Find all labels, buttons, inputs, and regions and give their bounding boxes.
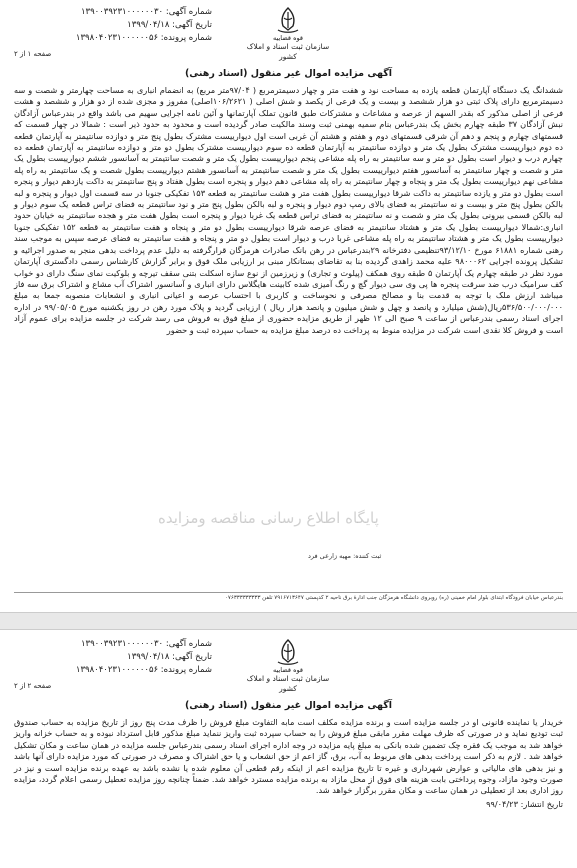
- document-page-1: [8, 4, 569, 604]
- page-number: صفحه ۱ از ۲: [14, 50, 52, 58]
- registrar-signature: ثبت کننده: مهیه زارعی فرد: [308, 552, 382, 560]
- notice-body: ششدانگ یک دستگاه آپارتمان قطعه یازده به مساحت نود و هفت متر و چهار دسیمترمربع ( ۹۷/۰۴متر مربع) به انضمام انباری به مساحت چهارمتر و شصت و سه دسیمترمربع دارای پلاک ثبتی دو هزار ششصد و بیست و یک فرعی از یکصد و شش اصلی ( ۱۰۶/۲۶۲۱اصلی) مفروز و مجزی شده از دو هزار و ششصد و هشت فرعی از اصلی مذکور که بقدر السهم از عرصه و مشاعات و مشترکات طبق قانون تملک آپارتمانها و آئین نامه اجرایی سهیم می باشد واقع در بندرعباس آزادگان نبش آزادگان ۳۷ طبقه چهارم بخش یک بندرعباس بنام سمیه بهمنی ثبت وسند مالکیت صادر گردیده است و محدود به حدود ذیر است : شمالا در چهار قسمت که قسمتهای چهارم و پنجم و دهم آن شرقی قسمتهای دوم و هفتم و هشتم آن غربی است اول دیوارییست مشترک بطول پنج متر و دوازده سانتیمتر به آپارتمان قطعه ده دوم دیوارییست مشترک بطول یک متر و دوازده سانتیمتر به آپارتمان قطعه ده سوم دیوارییست مشترک بطول دو متر و دوازده سانتیمتر به آپارتمان قطعه ده چهارم درب و دیوار است بطول دو متر و سه سانتیمتر به راه پله مشاعی پنجم دیوارییست بطول یک متر و شصت سانتیمتر به آسانسور ششم دیوارییست بطول یک متر و شصت و چهار سانتیمتر به آسانسور هفتم دیوارییست بطول یک متر و شصت سانتیمتر به آسانسور هشتم دیوارییست بطول شصت و یک سانتیمتر به راه پله مشاعی نهم دیوارییست بطول یک متر و پنجاه و چهار سانتیمتر به راه پله مشاعی دهم دیوار و پنجره است بطول هفتاد و پنج سانتیمتر به داکت یازدهم دیوار و پنجره است بطول دو متر و یازده سانتیمتر به داکت شرقا دیوارییست بطول هفت متر و هشت سانتیمتر به قطعه ۱۵۳ تفکیکی جنوبا در سه قسمت اول دیوار و پنجره و لبه بالکن بطول پنج متر و بیست و نه سانتیمتر به فضای بالای رمپ دوم دیوار و پنجره و لبه بالکن بطول پنج متر و نود سانتیمتر به فضای تراس قطعه یک سوم دیوار و لبه بالکن قسمی بیرونی بطول یک متر و شصت و نه سانتیمتر به فضای تراس قطعه یک غربا دیوار و پنجره است بطول هفت متر و هجده سانتیمتر به خیابان حدود انباری:شمالا دیوارییست بطول یک متر و هشتاد سانتیمتر به فضای عرصه شرقا دیوارییست بطول دو متر و پنجاه و هفت سانتیمتر به قطعه ۱۵۲ تفکیکی جنوبا دیوارییست بطول یک متر و هشتاد سانتیمتر به راه پله مشاعی غربا درب و دیوار است بطول دو متر و پنجاه و هفت سانتیمتر به فضای عرصه سپس به موجب سند رهنی شماره ۶۱۸۸۱ مورخ ۹۳/۱۲/۱۰تنظیمی دفترخانه ۲۹بندرعباس در رهن بانک صادرات هرمزگان قرارگرفته به دلیل عدم پرداخت بدهی منجر به صدور اجرائیه و تشکیل پرونده اجرایی ۹۸۰۰۰۶۲ علیه محمد زاهدی گردیده بنا به تقاضای بستانکار مبنی بر ارزیابی ملک فوق و برابر گزارش کارشناس رسمی دادگستری آپارتمان مورد نظر در طبقه چهارم یک آپارتمان ۵ طبقه روی همکف (پیلوت و تجاری) و زیرزمین از نوع سازه اسکلت بتنی سقف تیرچه و بلوکیت نمای سنگ دارای دو خواب کف سرامیک درب ضد سرقت پنجره ها پی وی سی دیوار گچ و رنگ آمیزی شده کابینت هایگلاس دارای انباری و آسانسور اشتراک آب مشاع و اشتراک برق سه فاز میباشد ارزش ملک با توجه به قدمت بنا و مصالح مصرفی و نحوساخت و کاربری با احتساب عرصه و اعیانی انباری و انشعابات منصوبه جمعا به مبلغ ۵۳۶/۵۰۰/۰۰۰/۰۰۰ریال(شش میلیارد و پانصد و چهل و شش میلیون و پانصد هزار ریال ) ارزیابی گردید و پلاک مورد رهن در روز یکشنبه مورخ ۹۹/۰۵/۰۵ در اداره اجرای اسناد رسمی بندرعباس از ساعت ۹ صبح الی ۱۲ ظهر از طریق مزایده حضوری از مبلغ فوق به فروش می رسد شرکت در جلسه مزایده برای عموم آزاد است و فروش کلا نقدی است شرکت در مزایده منوط به پرداخت ده درصد مبلغ مزایده به حساب سپرده ثبت و حضور: [14, 85, 564, 335]
- page-separator: [0, 612, 577, 630]
- ad-number: شماره آگهی: ۱۳۹۰۰۳۹۲۳۱۰۰۰۰۰۰۳۰: [80, 639, 212, 649]
- judiciary-logo: [238, 6, 338, 62]
- page-header: [8, 4, 569, 64]
- notice-body: خریدار یا نماینده قانونی او در جلسه مزایده است و برنده مزایده مکلف است مابه التفاوت مبلغ فروش را ظرف مدت پنج روز از تاریخ مزایده به حساب صندوق ثبت تودیع نماید و در صورتی که ظرف مهلت مقرر مابقی مبلغ فروش را به حساب سپرده ثبت واریز ننماید مبلغ مذکور قابل استرداد نبوده و به حساب خزانه واریز خواهد شد به موجب یک فقره چک تضمین شده بانکی به مبلغ پایه مزایده در وجه اداره اجرای اسناد رسمی بندرعباس جلسه مزایده در همان ساعت و مکان تشکیل خواهد شد . لازم به ذکر است پرداخت بدهی های مربوط به آب، برق، گاز اعم از حق انشعاب و یا حق اشتراک و مصرف در صورتی که مورد مزایده دارای آنها باشد و نیز بدهی های مالیاتی و عوارض شهرداری و غیره تا تاریخ مزایده اعم از اینکه رقم قطعی آن معلوم شده یا نشده باشد به عهده برنده مزایده است و نیز در صورت وجود مازاد، وجوه پرداختی بابت هزینه های فوق از محل مازاد به برنده مزایده مسترد خواهد شد. ضمناً چنانچه روز مزایده تعطیل رسمی اعلام گردد، مزایده روز اداری بعد از تعطیلی در همان ساعت و مکان مقرر برگزار خواهد شد.: [14, 717, 563, 796]
- document-page-2: [8, 636, 569, 864]
- watermark: پایگاه اطلاع رسانی مناقصه ومزایده: [158, 509, 379, 527]
- ad-number: شماره آگهی: ۱۳۹۰۰۳۹۲۳۱۰۰۰۰۰۰۳۰: [80, 7, 212, 17]
- ad-meta: [12, 638, 212, 677]
- emblem-icon: [273, 6, 303, 34]
- page-header: [8, 636, 569, 696]
- publish-date: تاریخ انتشار: ۹۹/۰۴/۲۳: [486, 798, 563, 809]
- judiciary-logo: [238, 638, 338, 694]
- logo-caption-judiciary: قوه قضاییه: [273, 666, 303, 674]
- logo-caption-judiciary: قوه قضاییه: [273, 34, 303, 42]
- case-number: شماره پرونده: ۱۳۹۸۰۴۰۲۳۱۰۰۰۰۰۰۵۶: [75, 665, 212, 675]
- logo-caption-org: سازمان ثبت اسناد و املاک کشور: [246, 42, 330, 61]
- logo-caption-org: سازمان ثبت اسناد و املاک کشور: [246, 674, 330, 693]
- ad-date: تاریخ آگهی: ۱۳۹۹/۰۴/۱۸: [127, 20, 212, 30]
- emblem-icon: [273, 638, 303, 666]
- case-number: شماره پرونده: ۱۳۹۸۰۴۰۲۳۱۰۰۰۰۰۰۵۶: [75, 33, 212, 43]
- notice-title: آگهی مزایده اموال غیر منقول (اسناد رهنی): [184, 700, 393, 711]
- ad-date: تاریخ آگهی: ۱۳۹۹/۰۴/۱۸: [127, 652, 212, 662]
- page-number: صفحه ۲ از ۲: [14, 682, 52, 690]
- ad-meta: [12, 6, 212, 45]
- notice-title: آگهی مزایده اموال غیر منقول (اسناد رهنی): [184, 68, 393, 79]
- office-address: بندرعباس خیابان فرودگاه ابتدای بلوار امام خمینی (ره) روبروی دانشگاه هرمزگان جنب ادارهٔ برق ناحیه ۲ کدپستی ۷۹۱۶۷۱۳۶۴۷ تلفن ۰۷۶۳۳۳۳۳۳۳۳۳: [14, 592, 563, 602]
